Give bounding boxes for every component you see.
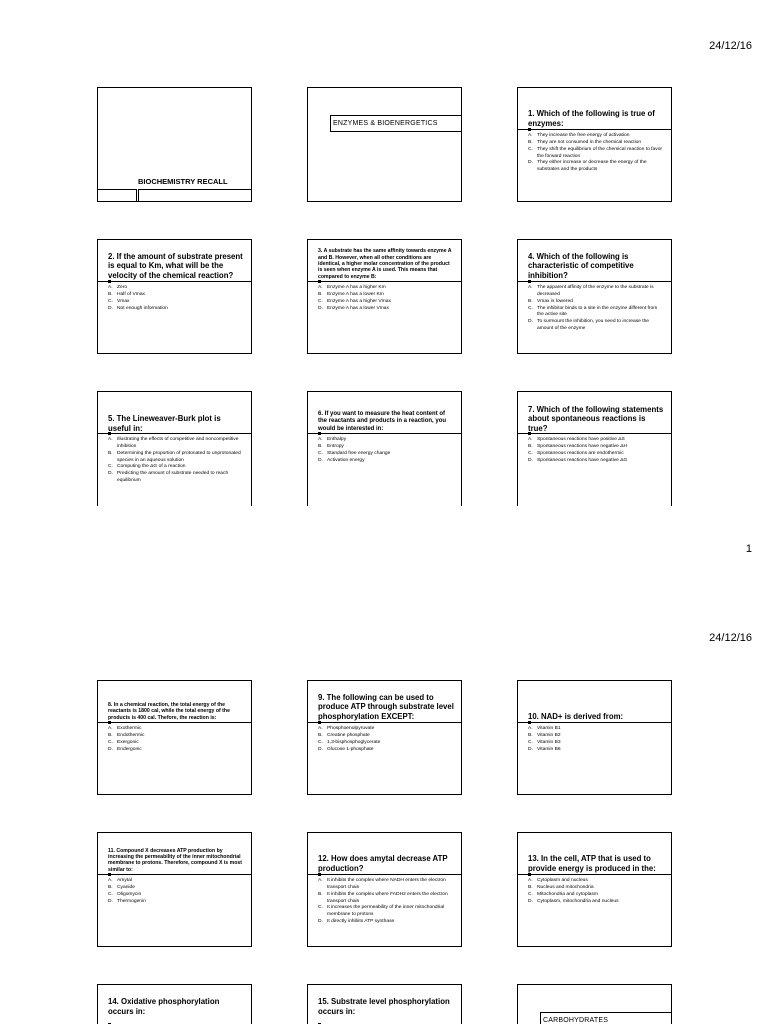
option-d: D. They either increase or decrease the energy of the substrates and the products bbox=[528, 160, 647, 173]
option-a: A. Enzyme A has a higher Km bbox=[318, 285, 386, 290]
option-b: B. Creatine phosphate bbox=[318, 732, 370, 738]
answer-options bbox=[318, 878, 455, 926]
section-title: CARBOHYDRATES bbox=[543, 1017, 609, 1024]
option-b: B. Spontaneous reactions have negative ΔH bbox=[528, 443, 627, 449]
option-a: A. The apparent affinity of the enzyme to the substrate is decreased bbox=[528, 285, 654, 297]
title-rule bbox=[98, 874, 251, 875]
answer-options bbox=[528, 726, 665, 753]
slide-biochemistry-recall bbox=[97, 87, 252, 202]
title-rule bbox=[98, 722, 251, 723]
answer-options bbox=[528, 878, 665, 905]
option-d: D. Predicting the amount of substrate needed to reach equilibrium bbox=[108, 471, 229, 484]
option-c: C. Mitochondria and cytoplasm bbox=[528, 891, 598, 897]
answer-options bbox=[108, 726, 245, 753]
answer-options bbox=[528, 133, 665, 174]
option-b: B. Vitamin B2 bbox=[528, 732, 561, 738]
option-d: D. Thermogenin bbox=[108, 898, 146, 904]
option-c: C. They shift the equilibrium of the chemical reaction to favor the forward reaction bbox=[528, 146, 663, 159]
option-a: A. Cytoplasm and nucleus bbox=[528, 878, 588, 883]
question-text: 8. In a chemical reaction, the total energy of the reactants is 1800 cal, while the total energy of the products is 400 cal. Thefore, the reaction is: bbox=[108, 701, 230, 721]
question-text: 14. Oxidative phosphorylation occurs in: bbox=[108, 997, 220, 1016]
slide-question-1 bbox=[517, 87, 672, 202]
title-rule bbox=[518, 722, 671, 723]
question-text: 1. Which of the following is true of enzymes: bbox=[528, 109, 655, 128]
option-d: D. To surmount the inhibition, you need to increase the amount of the enzyme bbox=[528, 319, 650, 332]
slide-question-6 bbox=[307, 391, 462, 506]
question-text: 11. Compound X decreases ATP production by increasing the permeability of the inner mitochondrial membrane to protons. Therefore, compound X is most similar to: bbox=[108, 847, 243, 873]
title-rule bbox=[518, 874, 671, 875]
page-1-date: 24/12/16 bbox=[709, 40, 752, 52]
option-d: D. Activation energy bbox=[318, 457, 365, 463]
slide-question-8 bbox=[97, 680, 252, 795]
slide-question-12 bbox=[307, 832, 462, 947]
title-rule bbox=[518, 129, 671, 130]
slide-question-14 bbox=[97, 984, 252, 1024]
slide-question-9 bbox=[307, 680, 462, 795]
question-text: 3. A substrate has the same affinity towards enzyme A and B. However, when all other conditions are identical, a higher molar concentration of the product is seen when enzyme A is used. This means that compared to enzyme B: bbox=[318, 248, 452, 280]
option-a: A. They increase the free energy of activation bbox=[528, 133, 630, 138]
slide-title: BIOCHEMISTRY RECALL bbox=[138, 177, 228, 186]
title-rule bbox=[308, 722, 461, 723]
option-d: D. Endergonic bbox=[108, 746, 142, 752]
option-d: D. Not enough information bbox=[108, 305, 168, 311]
title-rule bbox=[518, 281, 671, 282]
question-text: 13. In the cell, ATP that is used to provide energy is produced in the: bbox=[528, 854, 656, 873]
answer-options bbox=[318, 726, 455, 753]
slide-question-5 bbox=[97, 391, 252, 506]
option-a: A. Enthalpy bbox=[318, 437, 347, 442]
slide-enzymes-bioenergetics bbox=[307, 87, 462, 202]
answer-options bbox=[108, 437, 245, 485]
question-text: 7. Which of the following statements about spontaneous reactions is true? bbox=[528, 404, 664, 433]
option-a: A. Vitamin B1 bbox=[528, 726, 561, 731]
slide-question-3 bbox=[307, 239, 462, 354]
option-a: A. Illustrating the effects of competitive and noncompetitive inhibition bbox=[108, 437, 239, 449]
option-d: D. Vitamin B6 bbox=[528, 746, 561, 752]
footer-box bbox=[98, 189, 137, 201]
question-text: 9. The following can be used to produce ATP through substrate level phosphorylation EXCEPT: bbox=[318, 692, 454, 721]
title-rule bbox=[518, 433, 671, 434]
title-rule bbox=[308, 874, 461, 875]
option-b: B. Entropy bbox=[318, 443, 344, 449]
option-b: B. They are not consumed in the chemical reaction bbox=[528, 139, 642, 145]
option-b: B. Determining the proportion of protonated to unprotonated species in an aqueous solution bbox=[108, 450, 241, 463]
title-rule bbox=[98, 433, 251, 434]
slide-question-11 bbox=[97, 832, 252, 947]
question-text: 15. Substrate level phosphorylation occurs in: bbox=[318, 997, 450, 1016]
answer-options bbox=[528, 285, 665, 333]
option-c: C. It increases the permeability of the inner mitochondrial membrane to protons bbox=[318, 905, 445, 918]
option-b: B. Cyanide bbox=[108, 884, 135, 890]
option-a: A. Exothermic bbox=[108, 726, 142, 731]
option-b: B. Nucleus and mitochondria bbox=[528, 884, 594, 890]
option-b: B. Vmax is lowered bbox=[528, 298, 573, 304]
title-rule bbox=[98, 281, 251, 282]
option-c: C. Oligomycin bbox=[108, 891, 142, 897]
option-c: C. Computing the ΔG of a reaction bbox=[108, 464, 186, 470]
answer-options bbox=[108, 285, 245, 312]
option-a: A. Phosphoenolpyruvate bbox=[318, 726, 375, 731]
option-d: D. Spontaneous reactions have negative ΔG bbox=[528, 457, 628, 463]
option-a: A. Amytal bbox=[108, 878, 132, 883]
option-b: B. Half of Vmax bbox=[108, 291, 145, 297]
option-d: D. Cytoplasm, mitochondria and nucleus bbox=[528, 898, 619, 904]
slide-carbohydrates bbox=[517, 984, 672, 1024]
answer-options bbox=[318, 437, 455, 464]
question-text: 2. If the amount of substrate present is equal to Km, what will be the velocity of the chemical reaction? bbox=[108, 251, 243, 280]
option-b: B. It inhibits the complex where FADH2 enters the electron transport chain bbox=[318, 891, 448, 904]
answer-options bbox=[108, 878, 245, 905]
option-b: B. Endothermic bbox=[108, 732, 145, 738]
option-c: C. 1,3-bisphosphoglycerate bbox=[318, 739, 381, 745]
option-a: A. Spontaneous reactions have positive ΔS bbox=[528, 437, 625, 442]
question-text: 12. How does amytal decrease ATP production? bbox=[318, 854, 448, 873]
option-c: C. Exergonic bbox=[108, 739, 139, 745]
slide-question-15 bbox=[307, 984, 462, 1024]
slide-question-10 bbox=[517, 680, 672, 795]
option-c: C. Standard free energy change bbox=[318, 450, 391, 456]
page-1-number: 1 bbox=[745, 543, 752, 555]
answer-options bbox=[528, 437, 665, 464]
option-c: C. Spontaneous reactions are endothermic bbox=[528, 450, 624, 456]
option-a: A. Zero bbox=[108, 285, 128, 290]
slide-question-2 bbox=[97, 239, 252, 354]
option-d: D. Enzyme A has a lower Vmax bbox=[318, 305, 389, 311]
option-a: A. It inhibits the complex where NADH enters the electron transport chain bbox=[318, 878, 446, 890]
question-text: 4. Which of the following is characteristic of competitive inhibition? bbox=[528, 251, 634, 280]
slide-question-4 bbox=[517, 239, 672, 354]
option-c: C. Vitamin B3 bbox=[528, 739, 561, 745]
option-b: B. Enzyme A has a lower Km bbox=[318, 291, 384, 297]
option-c: C. Enzyme A has a higher Vmax bbox=[318, 298, 391, 304]
answer-options bbox=[318, 285, 455, 312]
footer-box bbox=[138, 189, 251, 201]
question-text: 10. NAD+ is derived from: bbox=[528, 711, 624, 721]
slide-question-13 bbox=[517, 832, 672, 947]
section-title-band bbox=[330, 115, 461, 132]
option-c: C. Vmax bbox=[108, 298, 130, 304]
question-text: 5. The Lineweaver-Burk plot is useful in: bbox=[108, 414, 221, 433]
option-d: D. Glucose 1-phosphate bbox=[318, 746, 374, 752]
option-d: D. It directly inhibits ATP synthase bbox=[318, 919, 395, 925]
title-rule bbox=[308, 281, 461, 282]
option-c: C. The inhibitor binds to a site in the enzyme different from the active site bbox=[528, 305, 658, 318]
page-2-date: 24/12/16 bbox=[709, 632, 752, 644]
section-title: ENZYMES & BIOENERGETICS bbox=[333, 120, 438, 127]
slide-question-7 bbox=[517, 391, 672, 506]
title-rule bbox=[308, 433, 461, 434]
section-title-band bbox=[540, 1012, 671, 1024]
question-text: 6. If you want to measure the heat content of the reactants and products in a reaction, you would be interested in: bbox=[318, 411, 447, 432]
